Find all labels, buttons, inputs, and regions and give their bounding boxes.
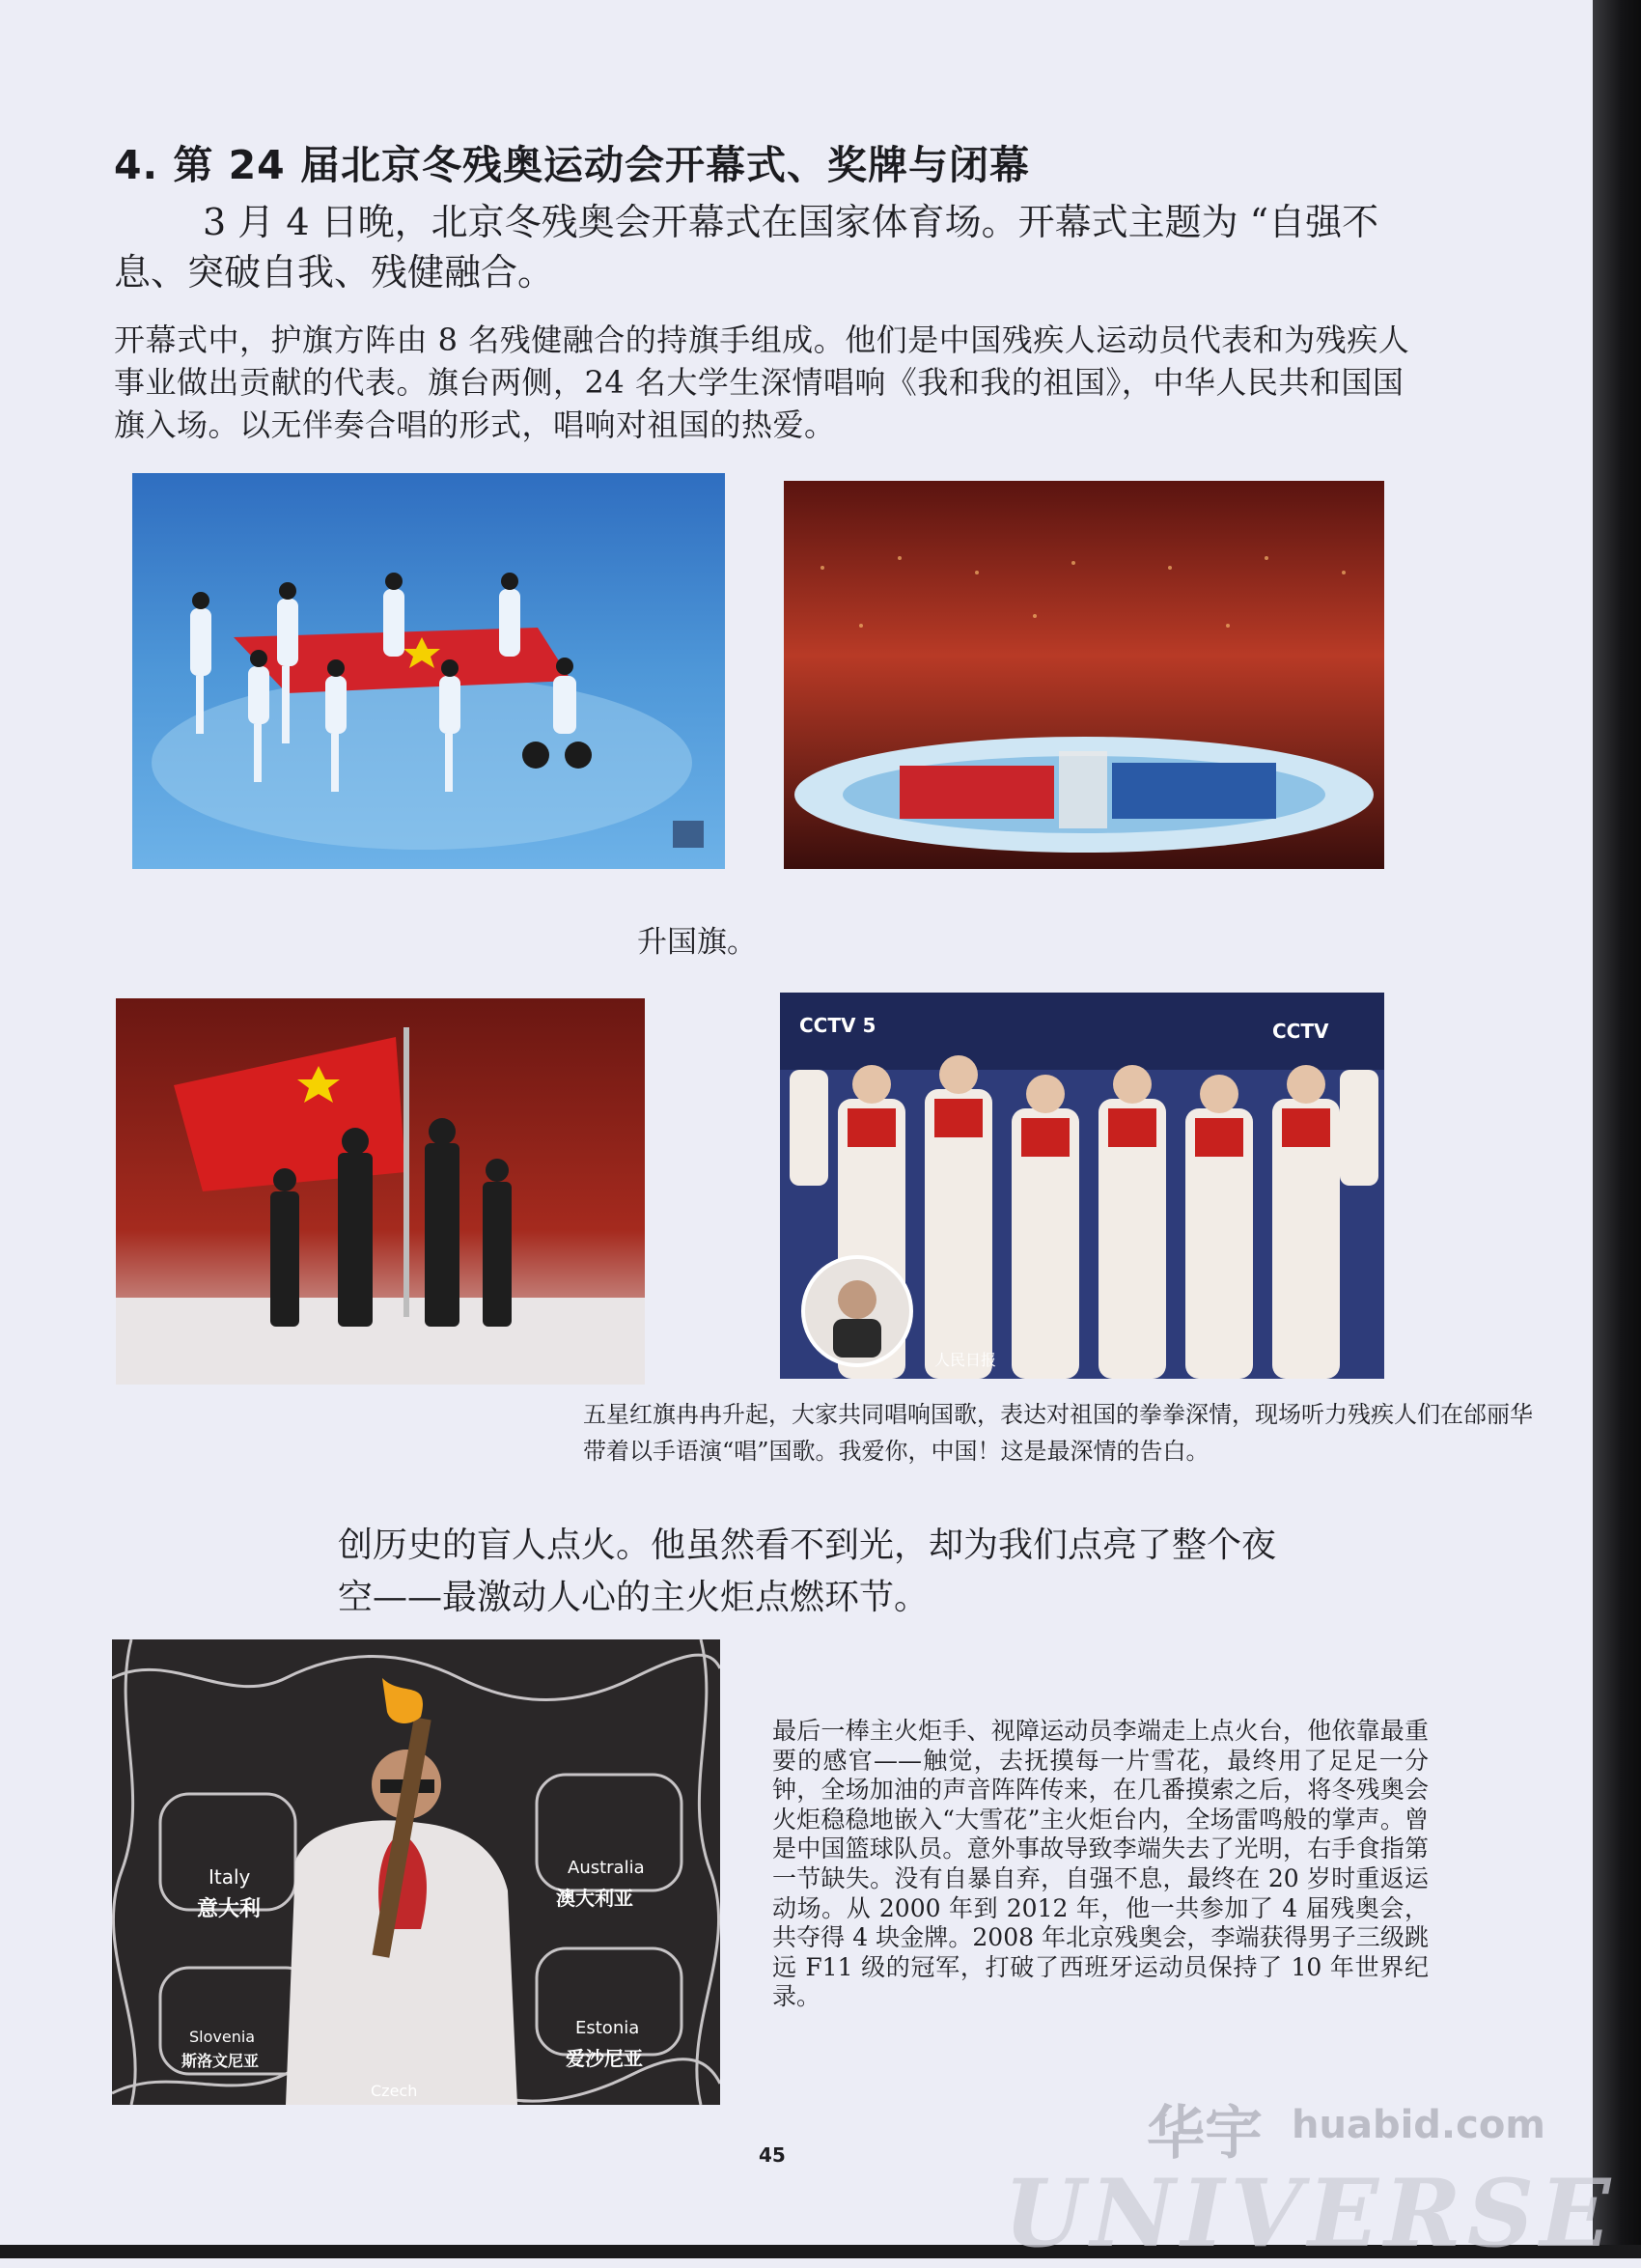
caption-flag-raising: 升国旗。 xyxy=(637,925,757,960)
snowflake-label-italy-en: Italy xyxy=(209,1865,251,1889)
photo-flag-bearers xyxy=(132,473,725,869)
photo-stadium xyxy=(784,481,1384,869)
caption-anthem: 五星红旗冉冉升起，大家共同唱响国歌，表达对祖国的拳拳深情，现场听力残疾人们在邰丽华带着以手语演“唱”国歌。我爱你，中国！这是最深情的告白。 xyxy=(583,1401,1533,1465)
scan-edge-right xyxy=(1593,0,1641,2258)
photo-choir-image xyxy=(780,993,1384,1379)
photo-choir xyxy=(780,993,1384,1379)
tv-logo-cctv5: CCTV 5 xyxy=(799,1014,876,1037)
section-heading: 4. 第 24 届北京冬残奥运动会开幕式、奖牌与闭幕 xyxy=(114,142,1030,188)
torch-lead: 创历史的盲人点火。他虽然看不到光，却为我们点亮了整个夜空——最激动人心的主火炬点燃环节。 xyxy=(338,1526,1277,1617)
watermark-cn: 华宇 xyxy=(1147,2100,1263,2168)
photo-stadium-image xyxy=(784,481,1384,869)
lead-text: 3 月 4 日晚，北京冬残奥会开幕式在国家体育场。开幕式主题为 “自强不息、突破自我、残健融合。 xyxy=(114,201,1379,294)
photo-torch xyxy=(112,1639,720,2105)
photo-watermark-people: 人民日报 xyxy=(934,1351,997,1369)
page-number: 45 xyxy=(759,2143,786,2167)
torch-bearer-text: 最后一棒主火炬手、视障运动员李端走上点火台，他依靠最重要的感官——触觉，去抚摸每一片雪花，最终用了足足一分钟，全场加油的声音阵阵传来，在几番摸索之后，将冬残奥会火炬稳稳地嵌入“大雪花”主火炬台内，全场雷鸣般的掌声。曾是中国篮球队员。意外事故导致李端失去了光明，右手食指第一节缺失。没有自暴自弃，自强不息，最终在 20 岁时重返运动场。从 2000 年到 2012 年，他一共参加了 4 届残奥会，共夺得 4 块金牌。2008 年北京残奥会，李端获得男子三级跳远 F11 级的冠军，打破了西班牙运动员保持了 10 年世界纪录。 xyxy=(772,1717,1429,2011)
snowflake-label-estonia-en: Estonia xyxy=(575,2018,640,2038)
snowflake-label-australia-cn: 澳大利亚 xyxy=(556,1887,633,1910)
photo-flag-guard-image xyxy=(116,998,645,1385)
watermark-en: huabid.com xyxy=(1292,2103,1545,2147)
snowflake-label-italy-cn: 意大利 xyxy=(197,1896,262,1921)
watermark-logo: UNIVERSE xyxy=(1004,2159,1617,2268)
snowflake-label-estonia-cn: 爱沙尼亚 xyxy=(566,2047,643,2070)
snowflake-label-slovenia-en: Slovenia xyxy=(189,2028,256,2046)
snowflake-label-australia-en: Australia xyxy=(568,1858,645,1878)
snowflake-label-czech-en: Czech xyxy=(371,2082,418,2100)
tv-logo-cctv: CCTV xyxy=(1272,1020,1329,1043)
photo-flag-bearers-image xyxy=(132,473,725,869)
photo-flag-guard xyxy=(116,998,645,1385)
snowflake-label-slovenia-cn: 斯洛文尼亚 xyxy=(181,2052,260,2070)
ceremony-paragraph: 开幕式中，护旗方阵由 8 名残健融合的持旗手组成。他们是中国残疾人运动员代表和为残疾人事业做出贡献的代表。旗台两侧，24 名大学生深情唱响《我和我的祖国》，中华人民共和国国旗入场。以无伴奏合唱的形式，唱响对祖国的热爱。 xyxy=(114,322,1410,443)
lead-paragraph xyxy=(114,197,1388,297)
